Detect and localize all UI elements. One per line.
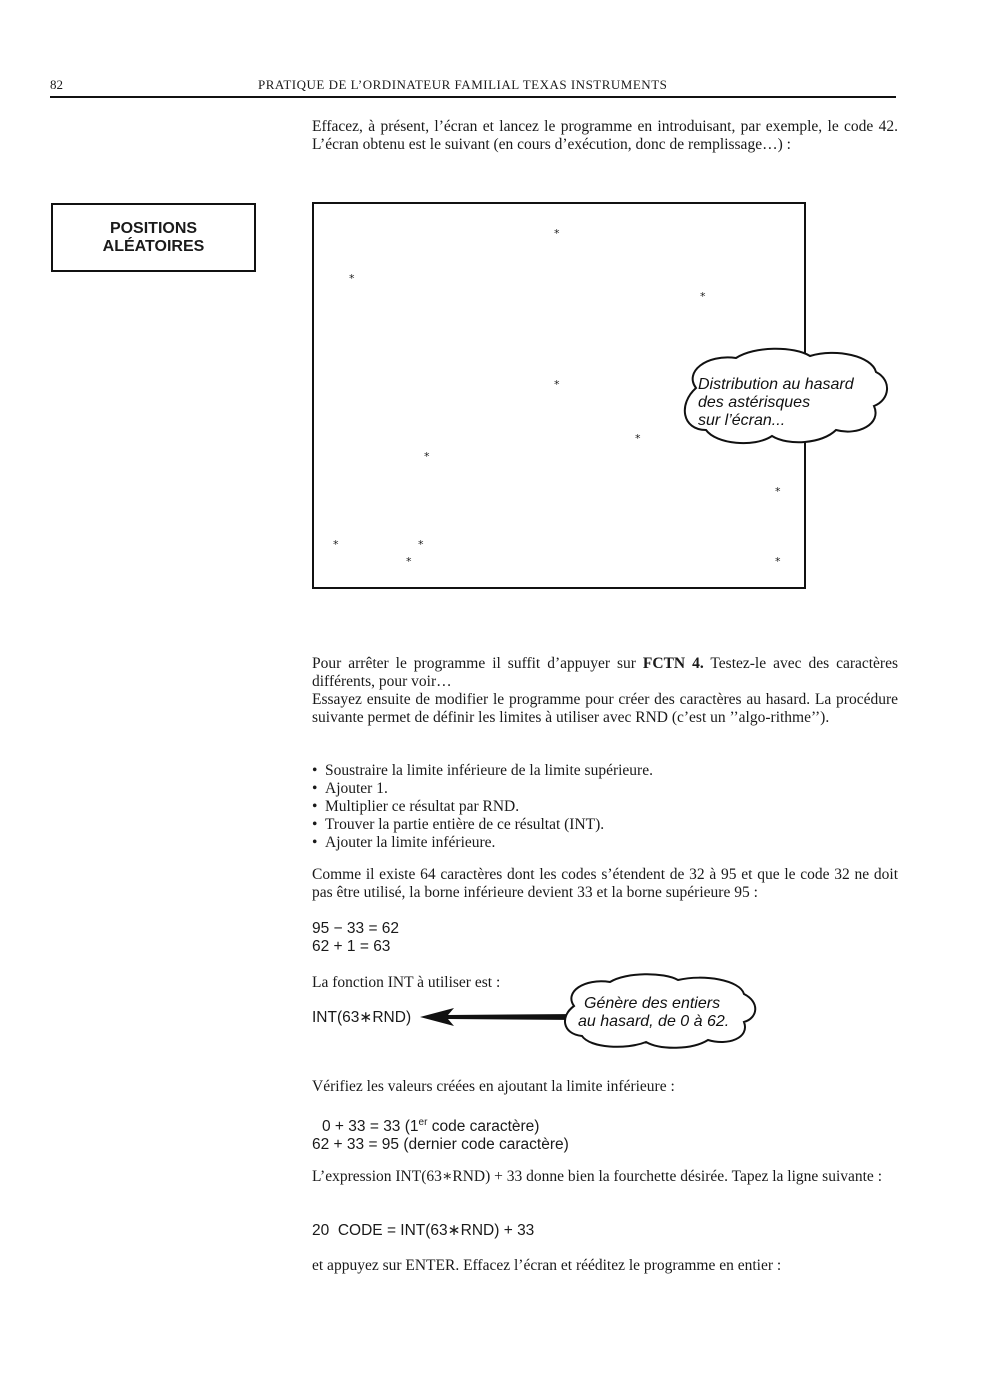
asterisk: *	[333, 538, 339, 551]
int-callout-line1: Génère des entiers	[584, 995, 721, 1012]
list-item: • Ajouter la limite inférieure.	[312, 834, 898, 852]
list-item: • Trouver la partie entière de ce résultat (INT).	[312, 816, 898, 834]
side-heading-line1: POSITIONS	[109, 220, 198, 237]
page-number: 82	[50, 77, 63, 92]
stop-text-before: Pour arrêter le programme il suffit d’appuyer sur	[312, 655, 643, 672]
calculation-block	[312, 920, 399, 956]
verify-line1-end: code caractère)	[427, 1118, 540, 1136]
final-line: et appuyez sur ENTER. Effacez l’écran et rééditez le programme en entier :	[312, 1257, 782, 1274]
algorithm-steps	[312, 762, 898, 852]
int-expression: INT(63∗RND)	[312, 1009, 412, 1026]
asterisk: *	[635, 432, 641, 445]
asterisk: *	[775, 555, 781, 568]
screen-callout-text	[698, 376, 854, 430]
verify-line2: 62 + 33 = 95 (dernier code caractère)	[312, 1136, 569, 1154]
asterisk: *	[554, 378, 560, 391]
screen-callout-line1: Distribution au hasard	[698, 376, 854, 393]
calc-line1: 95 − 33 = 62	[312, 920, 400, 937]
stop-paragraph	[312, 655, 898, 691]
stop-key: FCTN 4.	[642, 655, 704, 672]
list-item: • Multiplier ce résultat par RND.	[312, 798, 898, 816]
asterisk: *	[406, 555, 412, 568]
code-line: 20 CODE = INT(63∗RND) + 33	[312, 1222, 535, 1239]
verify-block	[312, 1114, 569, 1154]
int-intro: La fonction INT à utiliser est :	[312, 974, 501, 991]
codes-paragraph: Comme il existe 64 caractères dont les codes s’étendent de 32 à 95 et que le code 32 ne doit pas être utilisé, la borne inférieure devient 33 et la borne supérieure 95 :	[312, 866, 898, 901]
arrow-left-icon	[420, 1006, 580, 1028]
int-callout-text	[578, 995, 729, 1031]
side-heading-box	[51, 203, 256, 272]
verify-intro: Vérifiez les valeurs créées en ajoutant la limite inférieure :	[312, 1078, 675, 1095]
list-item: • Soustraire la limite inférieure de la limite supérieure.	[312, 762, 898, 780]
screen-callout-line3: sur l’écran...	[698, 412, 786, 429]
calc-line2: 62 + 1 = 63	[312, 938, 391, 955]
list-item: • Ajouter 1.	[312, 780, 898, 798]
side-heading-line2: ALÉATOIRES	[102, 238, 205, 255]
verify-line1-sup: er	[418, 1117, 428, 1128]
asterisk: *	[554, 227, 560, 240]
modify-paragraph: Essayez ensuite de modifier le programme pour créer des caractères au hasard. La procédure suivante permet de définir les limites à utiliser avec RND (c’est un ’’algo-rithme’’).	[312, 691, 898, 726]
stop-text-after: Testez-le avec des caractères différents, pour voir…	[312, 655, 899, 690]
asterisk: *	[775, 485, 781, 498]
expression-paragraph: L’expression INT(63∗RND) + 33 donne bien la fourchette désirée. Tapez la ligne suivante :	[312, 1168, 882, 1185]
asterisk: *	[700, 290, 706, 303]
asterisk: *	[424, 450, 430, 463]
intro-paragraph: Effacez, à présent, l’écran et lancez le programme en introduisant, par exemple, le code 42. L’écran obtenu est le suivant (en cours d’exécution, donc de remplissage…) :	[312, 118, 898, 153]
verify-line1-start: 0 + 33 = 33 (1	[322, 1118, 419, 1136]
asterisk: *	[349, 272, 355, 285]
int-callout-line2: au hasard, de 0 à 62.	[578, 1013, 730, 1030]
screen-callout-line2: des astérisques	[698, 394, 811, 411]
asterisk: *	[418, 538, 424, 551]
running-title: PRATIQUE DE L’ORDINATEUR FAMILIAL TEXAS INSTRUMENTS	[258, 77, 668, 92]
verify-line1	[312, 1114, 569, 1136]
header-rule	[50, 96, 896, 98]
